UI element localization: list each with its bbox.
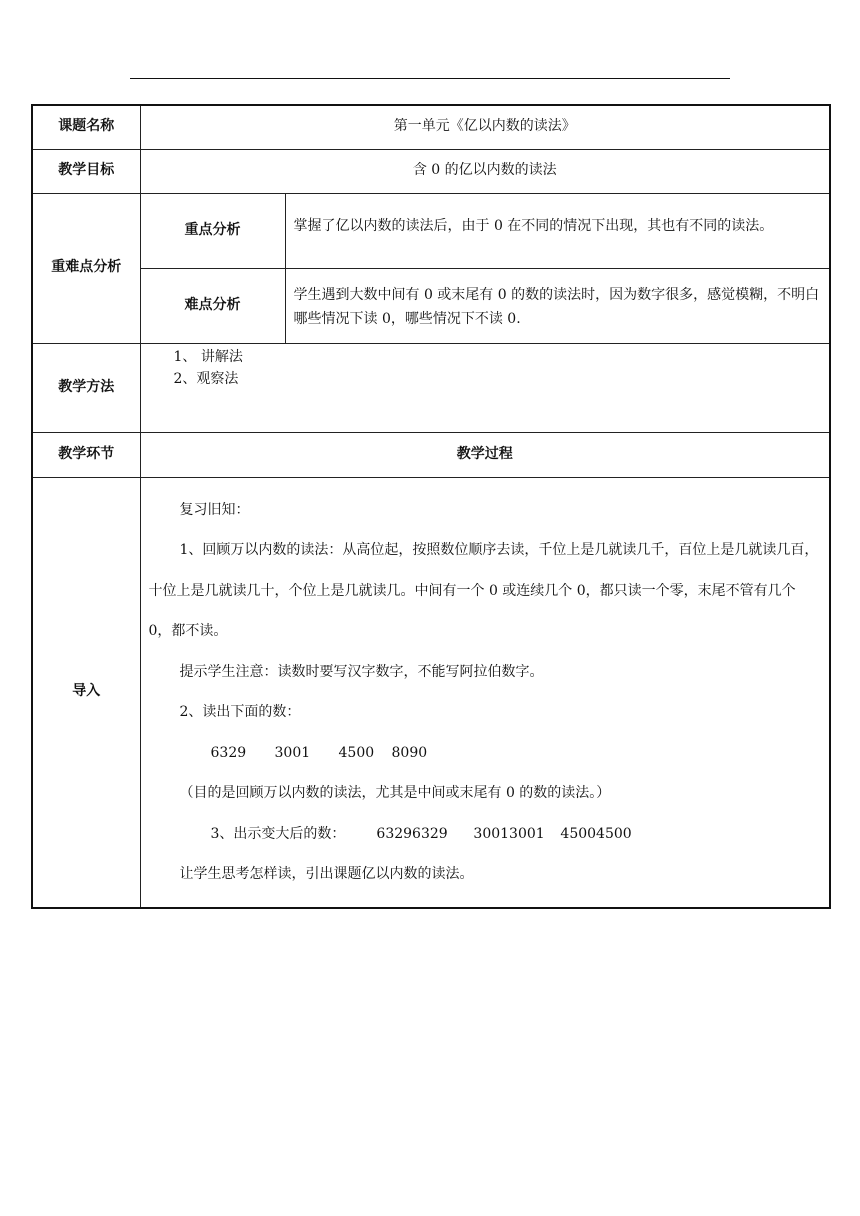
number-item: 63296329 [376,825,448,842]
big-numbers-row [149,814,824,855]
number-item: 4500 [338,744,375,761]
process-label: 教学过程 [140,432,830,477]
notice-text: 提示学生注意：读数时要写汉字数字，不能写阿拉伯数字。 [179,663,544,680]
closing-text: 让学生思考怎样读，引出课题亿以内数的读法。 [179,866,474,882]
difficulty-text: 学生遇到大数中间有 0 或末尾有 0 的数的读法时，因为数字很多，感觉模糊，不明白哪些情况下读 0，哪些情况下不读 0. [285,268,830,343]
row-objective [32,149,830,193]
purpose-text: （目的是回顾万以内数的读法，尤其是中间或末尾有 0 的数的读法。） [179,785,611,801]
objective-label: 教学目标 [32,149,140,193]
key-point-label: 重点分析 [140,193,285,268]
row-section-header [32,432,830,477]
row-key-point [32,193,830,268]
title-label: 课题名称 [32,105,140,149]
difficulty-label: 难点分析 [140,268,285,343]
row-difficulty [32,268,830,343]
method-item: 2、观察法 [173,370,239,387]
objective-value: 含 0 的亿以内数的读法 [140,149,830,193]
process-content [140,477,830,908]
number-item: 3001 [274,744,311,761]
review-title: 复习旧知： [179,501,250,518]
lesson-plan-table [31,104,831,909]
method-label: 教学方法 [32,343,140,432]
number-item: 8090 [391,744,428,761]
review-paragraph: 1、回顾万以内数的读法：从高位起，按照数位顺序去读，千位上是几就读几千，百位上是几就读几百，十位上是几就读几十，个位上是几就读几。中间有一个 0 或连续几个 0，都只读一个零，末尾不管有几个 0，都不读。 [148,542,819,639]
intro-label: 导入 [32,477,140,908]
row-title [32,105,830,149]
methods-list [140,343,830,432]
number-item: 6329 [210,744,247,761]
row-intro [32,477,830,908]
numbers-row [149,733,824,774]
analysis-label: 重难点分析 [32,193,140,343]
section-label: 教学环节 [32,432,140,477]
number-item: 30013001 [473,825,545,842]
number-item: 45004500 [560,825,632,842]
header-rule [130,78,730,79]
row-method [32,343,830,432]
key-point-text: 掌握了亿以内数的读法后，由于 0 在不同的情况下出现，其也有不同的读法。 [285,193,830,268]
method-item: 1、 讲解法 [173,348,243,365]
title-value: 第一单元《亿以内数的读法》 [140,105,830,149]
read-numbers-heading: 2、读出下面的数： [179,704,301,720]
big-numbers-prefix: 3、出示变大后的数： [210,825,346,842]
